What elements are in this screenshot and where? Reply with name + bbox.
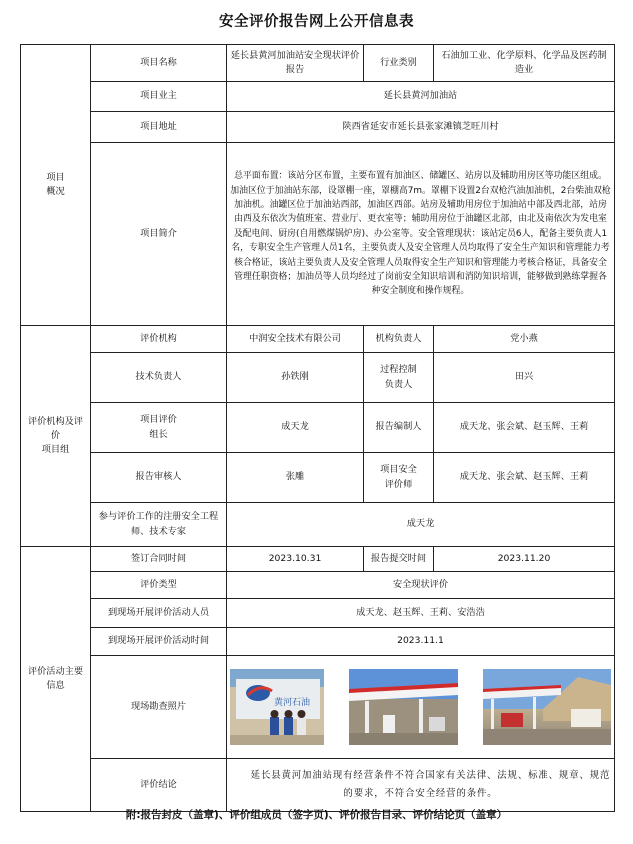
photo-label: 现场勘查照片: [91, 656, 227, 759]
reviewer-label: 报告审核人: [91, 453, 227, 503]
submit-label: 报告提交时间: [364, 547, 434, 572]
project-name-value: 延长县黄河加油站安全现状评价报告: [227, 45, 364, 82]
process-value: 田兴: [434, 353, 615, 403]
conclusion-label: 评价结论: [91, 759, 227, 812]
footer-note: 附:报告封皮（盖章)、评价组成员（签字页)、评价报告目录、评价结论页（盖章）: [125, 809, 508, 821]
writer-value: 成天龙、张会斌、赵玉辉、王莉: [434, 403, 615, 453]
engineer-label: 参与评价工作的注册安全工程师、技术专家: [91, 503, 227, 547]
type-label: 评价类型: [91, 572, 227, 599]
address-label: 项目地址: [91, 112, 227, 143]
time-label: 到现场开展评价活动时间: [91, 628, 227, 656]
section-activity: 评价活动主要信息: [21, 547, 91, 812]
owner-label: 项目业主: [91, 82, 227, 112]
assessor-value: 成天龙、张会斌、赵玉辉、王莉: [434, 453, 615, 503]
staff-value: 成天龙、赵玉辉、王莉、安浩浩: [227, 599, 615, 628]
site-photo-2: [349, 669, 458, 745]
address-value: 陕西省延安市延长县张家滩镇芝旺川村: [227, 112, 615, 143]
contract-value: 2023.10.31: [227, 547, 364, 572]
time-value: 2023.11.1: [227, 628, 615, 656]
agency-head-label: 机构负责人: [364, 326, 434, 353]
industry-label: 行业类别: [364, 45, 434, 82]
staff-label: 到现场开展评价活动人员: [91, 599, 227, 628]
assessor-label: 项目安全 评价师: [364, 453, 434, 503]
agency-head-value: 党小燕: [434, 326, 615, 353]
contract-label: 签订合同时间: [91, 547, 227, 572]
site-photo-1-image: [230, 669, 324, 745]
site-photo-1: [230, 669, 324, 745]
conclusion-value: 延长县黄河加油站现有经营条件不符合国家有关法律、法规、标准、规章、规范的要求，不符合安全经营的条件。: [227, 759, 615, 812]
page-title: 安全评价报告网上公开信息表: [219, 14, 414, 30]
intro-value: 总平面布置：该站分区布置，主要布置有加油区、储罐区、站房以及辅助用房区等功能区组成。加油区位于加油站东部，设罩棚一座，罩棚高7m。罩棚下设置2台双枪汽油加油机，2台柴油双枪加油机。油罐区位于加油站西部，加油区西部。站房及辅助用房位于加油站中部及西北部，站房由西及东依次为值班室、营业厅、更衣室等；辅助用房位于油罐区北部，由北及南依次为发电室及配电间、厨房(自用燃煤锅炉房)、办公室等。安全管理现状：该站定员6人，配备主要负责人1名，专职安全生产管理人员1名，主要负责人及安全管理人员均取得了安全生产知识和管理能力考核合格证，该站主要负责人及安全管理人员取得安全生产知识和管理能力考核合格证，具备安全管理任职资格；加油员等人员均经过了岗前安全知识培训和消防知识培训，能够做到熟练掌握各种安全制度和操作规程。: [227, 143, 615, 326]
intro-label: 项目简介: [91, 143, 227, 326]
section-org: 评价机构及评价 项目组: [21, 326, 91, 547]
agency-value: 中润安全技术有限公司: [227, 326, 364, 353]
section-overview: 项目 概况: [21, 45, 91, 326]
tech-value: 孙铁刚: [227, 353, 364, 403]
writer-label: 报告编制人: [364, 403, 434, 453]
process-label: 过程控制 负责人: [364, 353, 434, 403]
type-value: 安全现状评价: [227, 572, 615, 599]
reviewer-value: 张雕: [227, 453, 364, 503]
photo-cell: [227, 656, 615, 759]
info-table: [20, 44, 615, 812]
photo1-sign-text: 黄河石油: [273, 698, 311, 708]
site-photo-3: [483, 669, 611, 745]
engineer-value: 成天龙: [227, 503, 615, 547]
tech-label: 技术负责人: [91, 353, 227, 403]
industry-value: 石油加工业、化学原料、化学品及医药制造业: [434, 45, 615, 82]
agency-label: 评价机构: [91, 326, 227, 353]
owner-value: 延长县黄河加油站: [227, 82, 615, 112]
leader-value: 成天龙: [227, 403, 364, 453]
submit-value: 2023.11.20: [434, 547, 615, 572]
project-name-label: 项目名称: [91, 45, 227, 82]
leader-label: 项目评价 组长: [91, 403, 227, 453]
